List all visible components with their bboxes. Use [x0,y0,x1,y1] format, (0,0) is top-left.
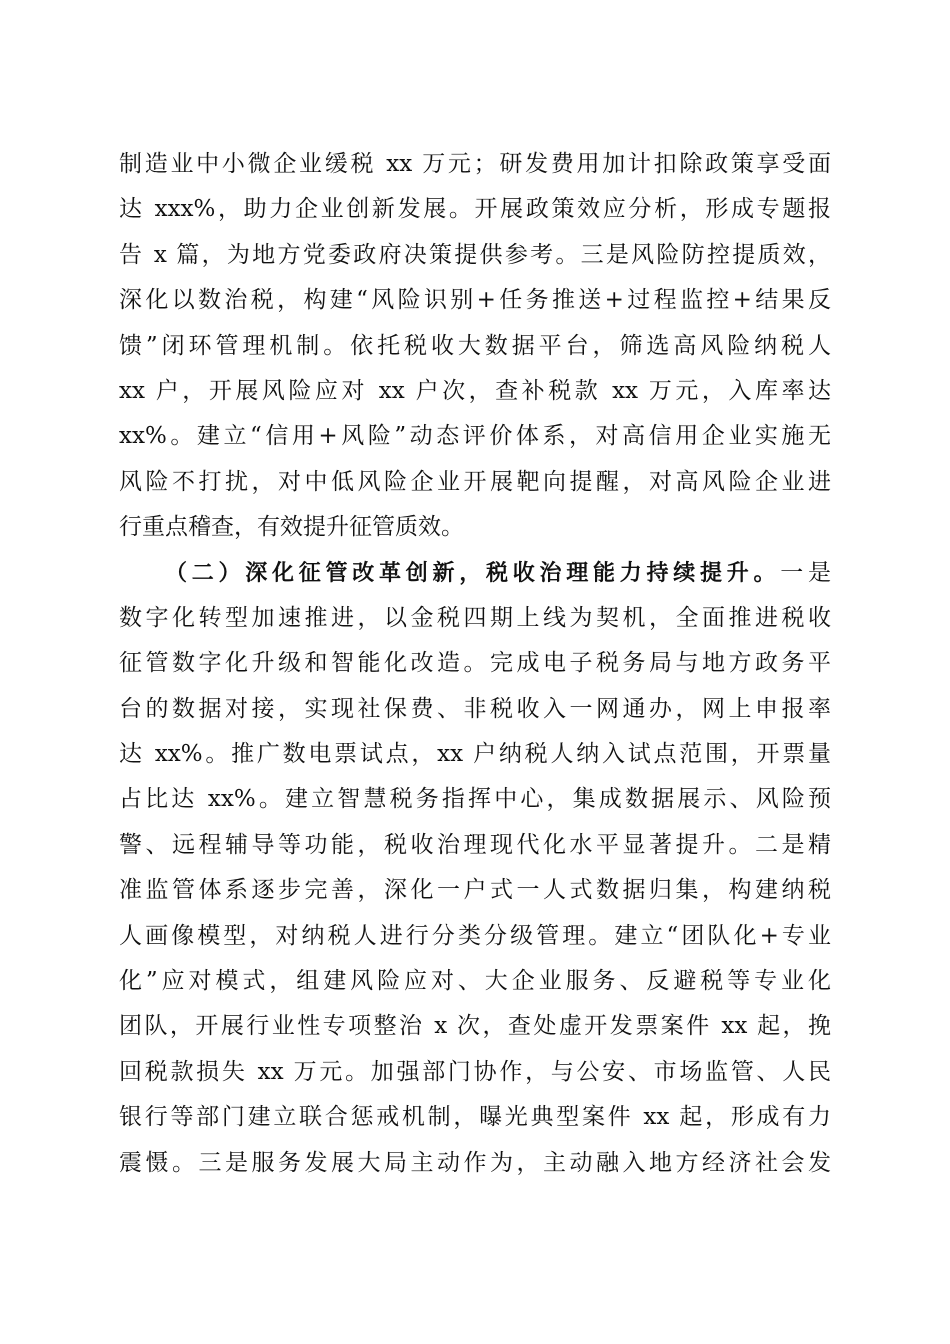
paragraph-line: xx 户，开展风险应对 xx 户次，查补税款 xx 万元，入库率达 [119,377,831,404]
section-heading: （二）深化征管改革创新，税收治理能力持续提升。 [165,560,781,586]
paragraph-line: 震慑。三是服务发展大局主动作为，主动融入地方经济社会发 [119,1149,831,1176]
paragraph-line: 银行等部门建立联合惩戒机制，曝光典型案件 xx 起，形成有力 [119,1104,831,1131]
paragraph-line: 深化以数治税，构建“风险识别+任务推送+过程监控+结果反 [119,287,831,314]
paragraph-line: 占比达 xx%。建立智慧税务指挥中心，集成数据展示、风险预 [119,786,831,813]
document-body [119,142,831,1186]
section-heading-rest: 一是 [780,559,831,586]
paragraph-line: 警、远程辅导等功能，税收治理现代化水平显著提升。二是精 [119,831,831,858]
paragraph-line: 制造业中小微企业缓税 xx 万元；研发费用加计扣除政策享受面 [119,151,831,177]
paragraph-line: 回税款损失 xx 万元。加强部门协作，与公安、市场监管、人民 [119,1058,831,1085]
paragraph-line: 化”应对模式，组建风险应对、大企业服务、反避税等专业化 [119,968,831,995]
paragraph-line: 风险不打扰，对中低风险企业开展靶向提醒，对高风险企业进 [119,468,831,495]
paragraph-line: 人画像模型，对纳税人进行分类分级管理。建立“团队化+专业 [119,922,831,949]
paragraph-line: 馈”闭环管理机制。依托税收大数据平台，筛选高风险纳税人 [119,332,831,359]
section-heading-line [119,551,831,596]
paragraph-line: 达 xxx%，助力企业创新发展。开展政策效应分析，形成专题报 [119,196,831,223]
paragraph-line: 告 x 篇，为地方党委政府决策提供参考。三是风险防控提质效， [119,241,831,268]
paragraph-line: 行重点稽查，有效提升征管质效。 [119,514,464,541]
paragraph-line: 台的数据对接，实现社保费、非税收入一网通办，网上申报率 [119,695,831,722]
paragraph-line: xx%。建立“信用+风险”动态评价体系，对高信用企业实施无 [119,423,831,450]
paragraph-line: 准监管体系逐步完善，深化一户式一人式数据归集，构建纳税 [119,877,831,904]
paragraph-line: 达 xx%。推广数电票试点，xx 户纳税人纳入试点范围，开票量 [119,741,831,768]
paragraph-line: 团队，开展行业性专项整治 x 次，查处虚开发票案件 xx 起，挽 [119,1013,831,1040]
paragraph-line: 征管数字化升级和智能化改造。完成电子税务局与地方政务平 [119,650,831,677]
paragraph-line: 数字化转型加速推进，以金税四期上线为契机，全面推进税收 [119,604,831,631]
